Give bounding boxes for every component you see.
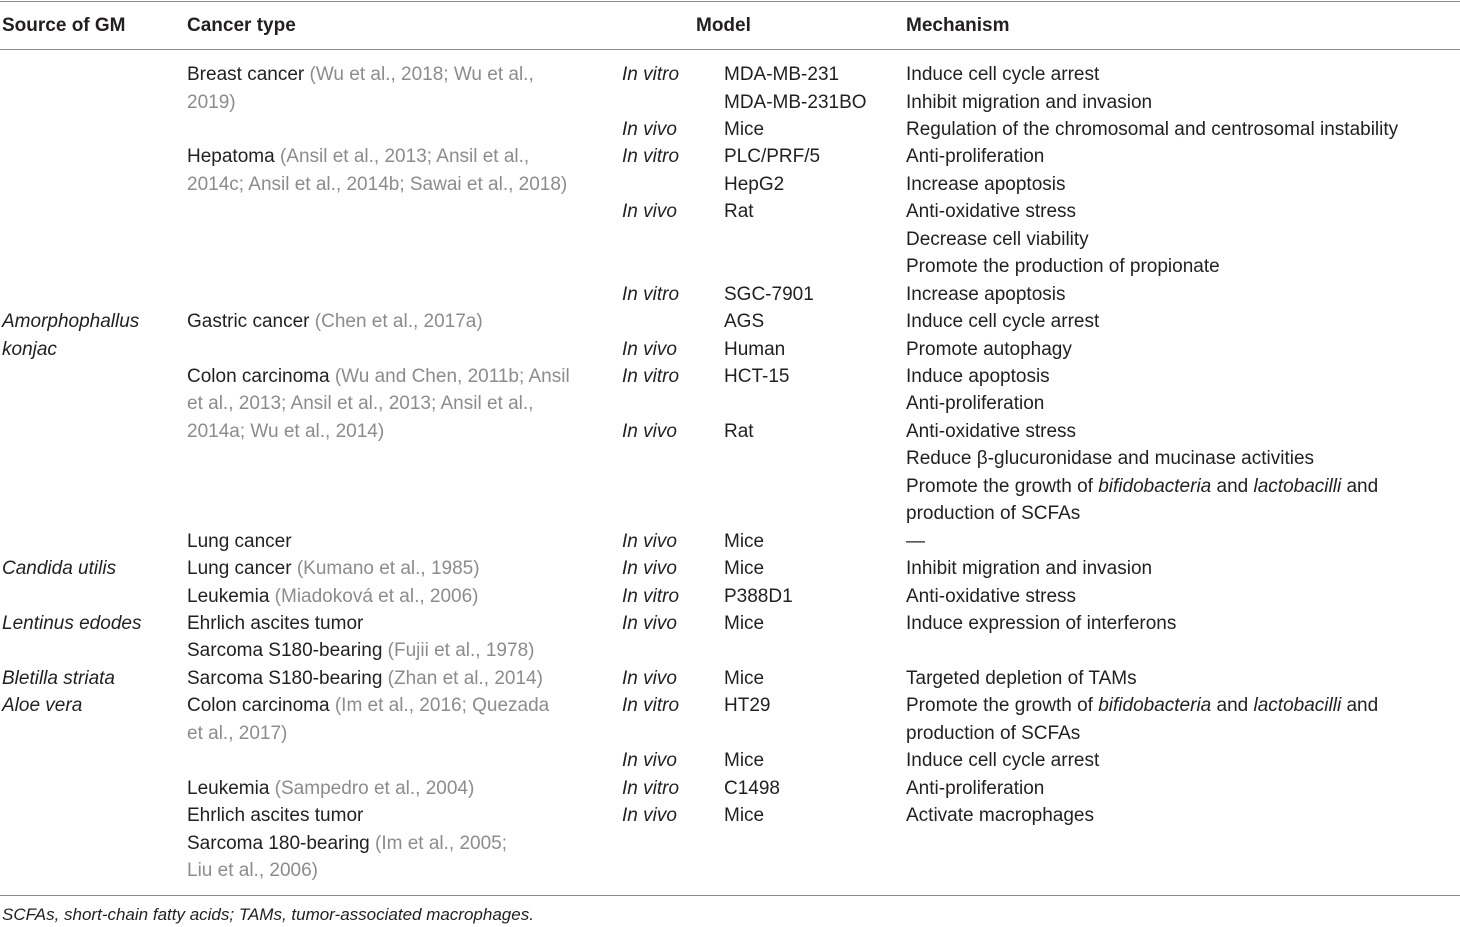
model-system-cell: Mice	[724, 805, 765, 827]
reference-link[interactable]: (Im et al., 2016; Quezada	[334, 695, 550, 717]
table-row	[0, 555, 1460, 582]
mechanism-cell: Induce cell cycle arrest	[906, 311, 1100, 332]
table-row	[0, 692, 1460, 719]
cancer-type-cell	[187, 830, 507, 857]
model-kind-cell: In vitro	[622, 146, 680, 168]
model-system-cell: Mice	[724, 530, 765, 552]
reference-link[interactable]: (Ansil et al., 2013; Ansil et al.,	[279, 146, 530, 168]
model-kind-cell: In vivo	[622, 420, 677, 442]
cancer-type-cell	[187, 143, 529, 170]
cancer-type-cell	[187, 583, 479, 610]
mechanism-text: and	[1341, 695, 1379, 717]
reference-link[interactable]: (Wu and Chen, 2011b; Ansil	[334, 365, 570, 387]
table-row	[0, 665, 1460, 692]
mechanism-cell: Targeted depletion of TAMs	[906, 667, 1137, 689]
model-system-cell: AGS	[724, 311, 765, 332]
table-row	[0, 802, 1460, 829]
mechanism-cell: Increase apoptosis	[906, 173, 1066, 195]
mechanism-cell: Anti-proliferation	[906, 146, 1045, 168]
model-kind-cell: In vitro	[622, 585, 680, 607]
mechanism-taxon-text: lactobacilli	[1253, 695, 1342, 717]
gm-source-cell: Amorphophallus	[2, 311, 140, 332]
gm-source-cell: konjac	[2, 338, 57, 360]
table-row	[0, 253, 1460, 280]
mechanism-cell: Anti-proliferation	[906, 393, 1045, 415]
reference-link[interactable]: 2019)	[187, 91, 236, 113]
reference-link[interactable]: et al., 2017)	[187, 722, 288, 744]
model-system-cell: P388D1	[724, 585, 793, 607]
mechanism-cell: Inhibit migration and invasion	[906, 558, 1153, 580]
model-system-cell: MDA-MB-231	[724, 64, 840, 85]
reference-link[interactable]: (Sampedro et al., 2004)	[274, 777, 475, 799]
cancer-type-cell	[187, 418, 384, 445]
model-kind-cell: In vivo	[622, 118, 677, 140]
mechanism-cell: Anti-proliferation	[906, 777, 1045, 799]
model-kind-cell: In vivo	[622, 530, 677, 552]
mechanism-cell: Promote the production of propionate	[906, 256, 1220, 278]
mechanism-cell: production of SCFAs	[906, 722, 1081, 744]
mechanism-cell: Regulation of the chromosomal and centrosomal instability	[906, 118, 1399, 140]
table-row	[0, 171, 1460, 198]
table-row	[0, 89, 1460, 116]
table-top-rule	[0, 1, 1460, 2]
reference-link[interactable]: (Wu et al., 2018; Wu et al.,	[309, 64, 534, 85]
cancer-type-cell	[187, 308, 483, 335]
model-system-cell: HepG2	[724, 173, 785, 195]
table-row	[0, 198, 1460, 225]
cancer-type-cell	[187, 802, 363, 829]
table-row	[0, 720, 1460, 747]
mechanism-cell: Induce cell cycle arrest	[906, 750, 1100, 772]
model-kind-cell: In vivo	[622, 613, 677, 634]
model-system-cell: Mice	[724, 613, 765, 634]
model-system-cell: Rat	[724, 420, 754, 442]
cancer-type-cell	[187, 610, 363, 637]
cancer-type-text: Hepatoma	[187, 146, 280, 168]
mechanism-cell: Anti-oxidative stress	[906, 585, 1077, 607]
mechanism-text: and	[1211, 475, 1254, 497]
reference-link[interactable]: 2014c; Ansil et al., 2014b; Sawai et al., 2018)	[187, 173, 568, 195]
mechanism-cell: Decrease cell viability	[906, 228, 1089, 250]
model-system-cell: HT29	[724, 695, 771, 717]
cancer-type-cell	[187, 528, 292, 555]
reference-link[interactable]: (Zhan et al., 2014)	[387, 667, 543, 689]
model-system-cell: Mice	[724, 667, 765, 689]
reference-link[interactable]: 2014a; Wu et al., 2014)	[187, 420, 385, 442]
model-system-cell: Rat	[724, 201, 754, 223]
mechanism-cell: Activate macrophages	[906, 805, 1094, 827]
reference-link[interactable]: (Im et al., 2005;	[375, 832, 508, 854]
table-row	[0, 830, 1460, 857]
mechanism-cell: Induce expression of interferons	[906, 613, 1177, 634]
model-kind-cell: In vitro	[622, 365, 680, 387]
table-row	[0, 445, 1460, 472]
table-row	[0, 583, 1460, 610]
mechanism-text: Promote the growth of	[906, 695, 1099, 717]
cancer-type-text: Lung cancer	[187, 530, 292, 552]
model-kind-cell: In vitro	[622, 283, 680, 305]
cancer-type-cell	[187, 692, 549, 719]
cancer-type-cell	[187, 363, 570, 390]
mechanism-text: Promote the growth of	[906, 475, 1099, 497]
table-row	[0, 857, 1460, 884]
reference-link[interactable]: (Kumano et al., 1985)	[296, 558, 480, 580]
header-cancer-type: Cancer type	[187, 15, 296, 36]
model-system-cell: Mice	[724, 118, 765, 140]
mechanism-text: and	[1211, 695, 1254, 717]
table-row	[0, 610, 1460, 637]
mechanism-cell	[906, 473, 1378, 500]
model-system-cell: PLC/PRF/5	[724, 146, 821, 168]
cancer-type-cell	[187, 665, 543, 692]
table-row	[0, 637, 1460, 664]
model-kind-cell: In vivo	[622, 558, 677, 580]
cancer-type-cell	[187, 555, 480, 582]
model-system-cell: HCT-15	[724, 365, 790, 387]
table-row	[0, 336, 1460, 363]
cancer-type-text: Ehrlich ascites tumor	[187, 805, 364, 827]
header-source: Source of GM	[2, 15, 126, 36]
cancer-type-text: Sarcoma S180-bearing	[187, 640, 388, 662]
table-bottom-rule	[0, 895, 1460, 896]
cancer-type-text: Gastric cancer	[187, 311, 315, 332]
cancer-type-text: Leukemia	[187, 585, 275, 607]
cancer-type-cell	[187, 89, 236, 116]
model-system-cell: SGC-7901	[724, 283, 814, 305]
model-kind-cell: In vitro	[622, 777, 680, 799]
table-row	[0, 528, 1460, 555]
model-system-cell: Mice	[724, 750, 765, 772]
table-row	[0, 363, 1460, 390]
table-row	[0, 61, 1460, 88]
cancer-type-cell	[187, 637, 534, 664]
cancer-type-cell	[187, 171, 567, 198]
cancer-type-text: Lung cancer	[187, 558, 297, 580]
cancer-type-text: Leukemia	[187, 777, 275, 799]
table-row	[0, 418, 1460, 445]
model-kind-cell: In vitro	[622, 64, 680, 85]
cancer-type-text: Colon carcinoma	[187, 365, 335, 387]
table-row	[0, 143, 1460, 170]
model-kind-cell: In vivo	[622, 750, 677, 772]
table-row	[0, 500, 1460, 527]
table-row	[0, 281, 1460, 308]
cancer-type-text: Sarcoma S180-bearing	[187, 667, 388, 689]
reference-link[interactable]: Liu et al., 2006)	[187, 860, 318, 881]
reference-link[interactable]: (Fujii et al., 1978)	[387, 640, 535, 662]
model-system-cell: Human	[724, 338, 786, 360]
cancer-type-text: Breast cancer	[187, 64, 310, 85]
mechanism-cell	[906, 692, 1378, 719]
gm-source-cell: Aloe vera	[2, 695, 83, 717]
model-kind-cell: In vivo	[622, 338, 677, 360]
mechanism-taxon-text: bifidobacteria	[1098, 695, 1212, 717]
mechanism-cell: Induce cell cycle arrest	[906, 64, 1100, 85]
mechanism-cell: —	[906, 530, 925, 552]
mechanism-cell: Induce apoptosis	[906, 365, 1050, 387]
mechanism-text: and	[1341, 475, 1379, 497]
model-kind-cell: In vivo	[622, 201, 677, 223]
table-row	[0, 308, 1460, 335]
table-row	[0, 747, 1460, 774]
reference-link[interactable]: et al., 2013; Ansil et al., 2013; Ansil et al.,	[187, 393, 534, 415]
table-row	[0, 226, 1460, 253]
mechanism-taxon-text: bifidobacteria	[1098, 475, 1212, 497]
model-kind-cell: In vivo	[622, 805, 677, 827]
mechanism-cell: Increase apoptosis	[906, 283, 1066, 305]
model-system-cell: Mice	[724, 558, 765, 580]
gm-source-cell: Bletilla striata	[2, 667, 115, 689]
gm-source-cell: Lentinus edodes	[2, 613, 142, 634]
cancer-type-cell	[187, 857, 318, 884]
mechanism-cell: Inhibit migration and invasion	[906, 91, 1153, 113]
cancer-type-text: Colon carcinoma	[187, 695, 335, 717]
cancer-type-cell	[187, 775, 474, 802]
table-header-rule	[0, 49, 1460, 50]
gm-source-cell: Candida utilis	[2, 558, 117, 580]
model-system-cell: C1498	[724, 777, 780, 799]
mechanism-cell: Reduce β-glucuronidase and mucinase activities	[906, 448, 1315, 470]
table-row	[0, 775, 1460, 802]
table-footnote: SCFAs, short-chain fatty acids; TAMs, tumor-associated macrophages.	[2, 905, 534, 924]
model-kind-cell: In vivo	[622, 667, 677, 689]
cancer-type-text: Sarcoma 180-bearing	[187, 832, 375, 854]
reference-link[interactable]: (Miadoková et al., 2006)	[274, 585, 479, 607]
header-mechanism: Mechanism	[906, 15, 1010, 36]
cancer-type-text: Ehrlich ascites tumor	[187, 613, 364, 634]
mechanism-cell: Anti-oxidative stress	[906, 201, 1077, 223]
model-system-cell: MDA-MB-231BO	[724, 91, 867, 113]
cancer-type-cell	[187, 720, 287, 747]
table-row	[0, 390, 1460, 417]
mechanism-cell: production of SCFAs	[906, 503, 1081, 525]
mechanism-taxon-text: lactobacilli	[1253, 475, 1342, 497]
mechanism-cell: Promote autophagy	[906, 338, 1072, 360]
cancer-type-cell	[187, 390, 533, 417]
model-kind-cell: In vitro	[622, 695, 680, 717]
cancer-type-cell	[187, 61, 534, 88]
table-row	[0, 116, 1460, 143]
reference-link[interactable]: (Chen et al., 2017a)	[314, 311, 483, 332]
table-row	[0, 473, 1460, 500]
mechanism-cell: Anti-oxidative stress	[906, 420, 1077, 442]
header-model: Model	[696, 15, 751, 36]
